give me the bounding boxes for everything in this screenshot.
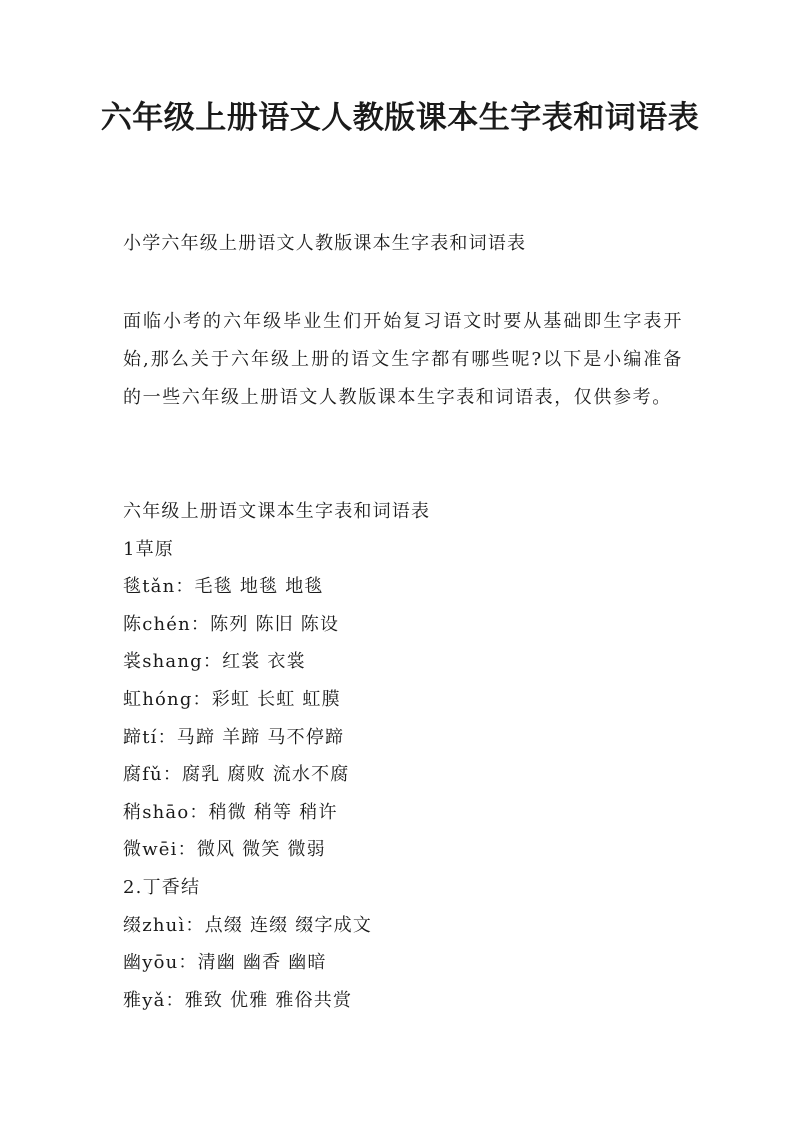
vocab-entry: 雅yǎ：雅致 优雅 雅俗共赏 [123, 989, 353, 1011]
lesson-heading: 1草原 [123, 538, 175, 560]
lesson-heading: 2.丁香结 [123, 876, 201, 898]
vocab-entry: 裳shang：红裳 衣裳 [123, 651, 306, 673]
section-heading: 六年级上册语文课本生字表和词语表 [123, 501, 431, 522]
vocabulary-list [123, 493, 683, 1019]
intro-paragraph: 面临小考的六年级毕业生们开始复习语文时要从基础即生字表开始,那么关于六年级上册的语文生字都有哪些呢?以下是小编准备的一些六年级上册语文人教版课本生字表和词语表，仅供参考。 [123, 311, 683, 408]
vocab-entry: 虹hóng：彩虹 长虹 虹膜 [123, 688, 341, 710]
vocab-entry: 微wēi：微风 微笑 微弱 [123, 839, 326, 861]
vocab-entry: 毯tǎn：毛毯 地毯 地毯 [123, 576, 324, 598]
vocab-entry: 稍shāo：稍微 稍等 稍许 [123, 801, 338, 823]
vocab-entry: 缀zhuì：点缀 连缀 缀字成文 [123, 914, 373, 936]
vocab-entry: 腐fǔ：腐乳 腐败 流水不腐 [123, 764, 350, 786]
vocab-entry: 陈chén：陈列 陈旧 陈设 [123, 613, 340, 635]
document-title: 六年级上册语文人教版课本生字表和词语表 [100, 100, 700, 136]
document-subtitle: 小学六年级上册语文人教版课本生字表和词语表 [123, 233, 527, 254]
vocab-entry: 蹄tí：马蹄 羊蹄 马不停蹄 [123, 726, 345, 748]
vocab-entry: 幽yōu：清幽 幽香 幽暗 [123, 952, 327, 974]
